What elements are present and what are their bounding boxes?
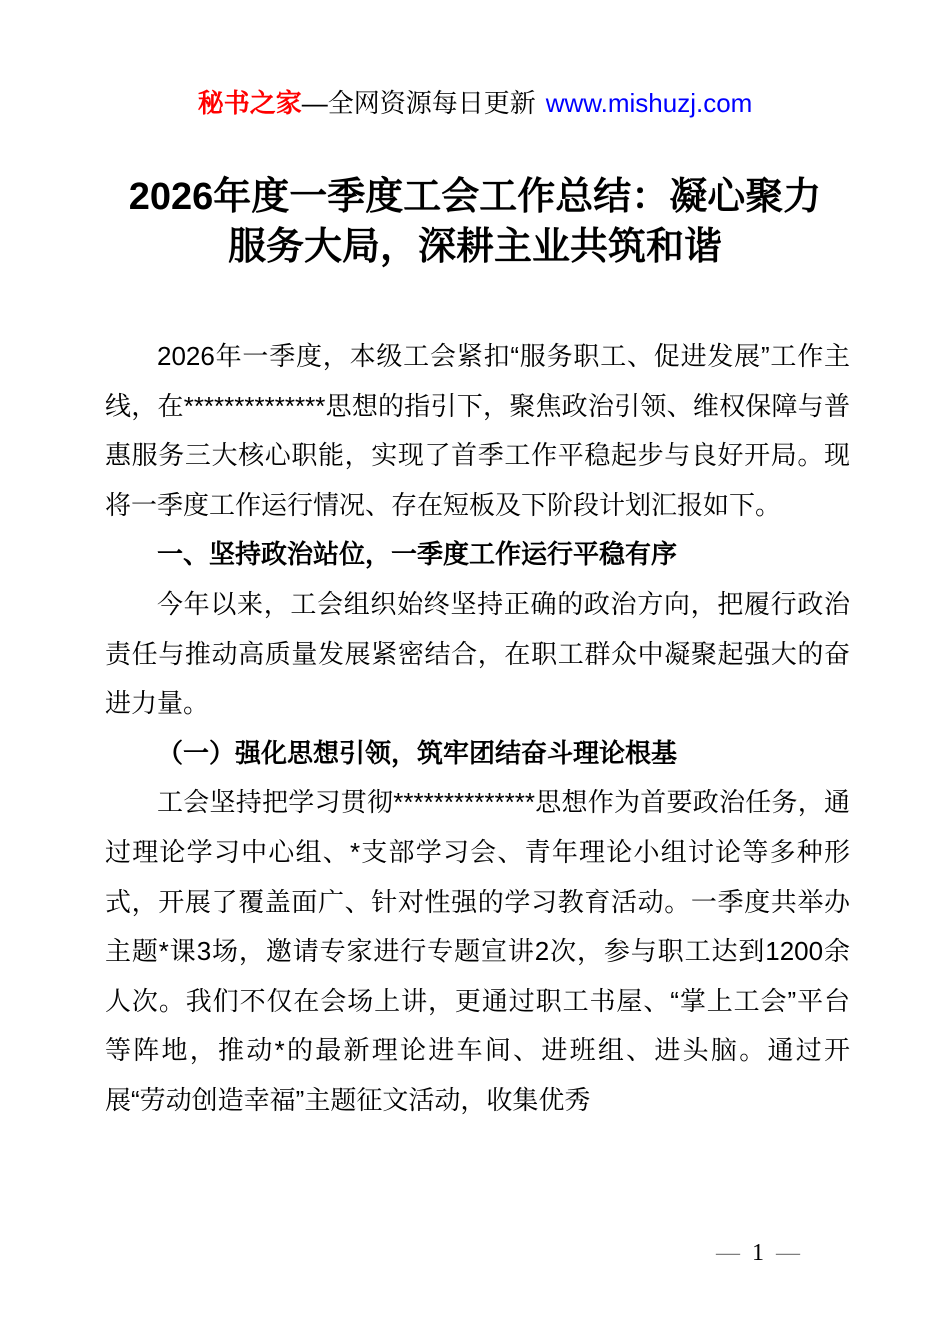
site-name: 秘书之家 [197,88,302,118]
body-paragraph: 2026年一季度，本级工会紧扣“服务职工、促进发展”工作主线，在**************思想的指引下，聚焦政治引领、维权保障与普惠服务三大核心职能，实现了首季工作平稳起步与良好开局。现将一季度工作运行情况、存在短板及下阶段计划汇报如下。 [105,341,850,520]
document-title: 2026年度一季度工会工作总结：凝心聚力服务大局，深耕主业共筑和谐 [128,176,822,268]
header-tagline: 全网资源每日更新 [327,88,536,118]
page-number: 1 [752,1240,764,1266]
section-heading: （一）强化思想引领，筑牢团结奋斗理论根基 [157,737,678,768]
page-header [0,88,950,118]
page-footer [716,1238,800,1268]
footer-dash-left: — [716,1240,740,1266]
section-heading: 一、坚持政治站位，一季度工作运行平稳有序 [157,539,678,570]
body-paragraph: 工会坚持把学习贯彻**************思想作为首要政治任务，通过理论学习中心组、*支部学习会、青年理论小组讨论等多种形式，开展了覆盖面广、针对性强的学习教育活动。一季度共举办主题*课3场，邀请专家进行专题宣讲2次，参与职工达到1200余人次。我们不仅在会场上讲，更通过职工书屋、“掌上工会”平台等阵地，推动*的最新理论进车间、进班组、进头脑。通过开展“劳动创造幸福”主题征文活动，收集优秀 [105,787,850,1115]
document-content [105,332,850,1182]
site-url: www.mishuzj.com [545,88,753,118]
body-paragraph: 今年以来，工会组织始终坚持正确的政治方向，把履行政治责任与推动高质量发展紧密结合，在职工群众中凝聚起强大的奋进力量。 [105,588,850,719]
footer-dash-right: — [776,1240,800,1266]
header-separator: — [301,88,328,118]
